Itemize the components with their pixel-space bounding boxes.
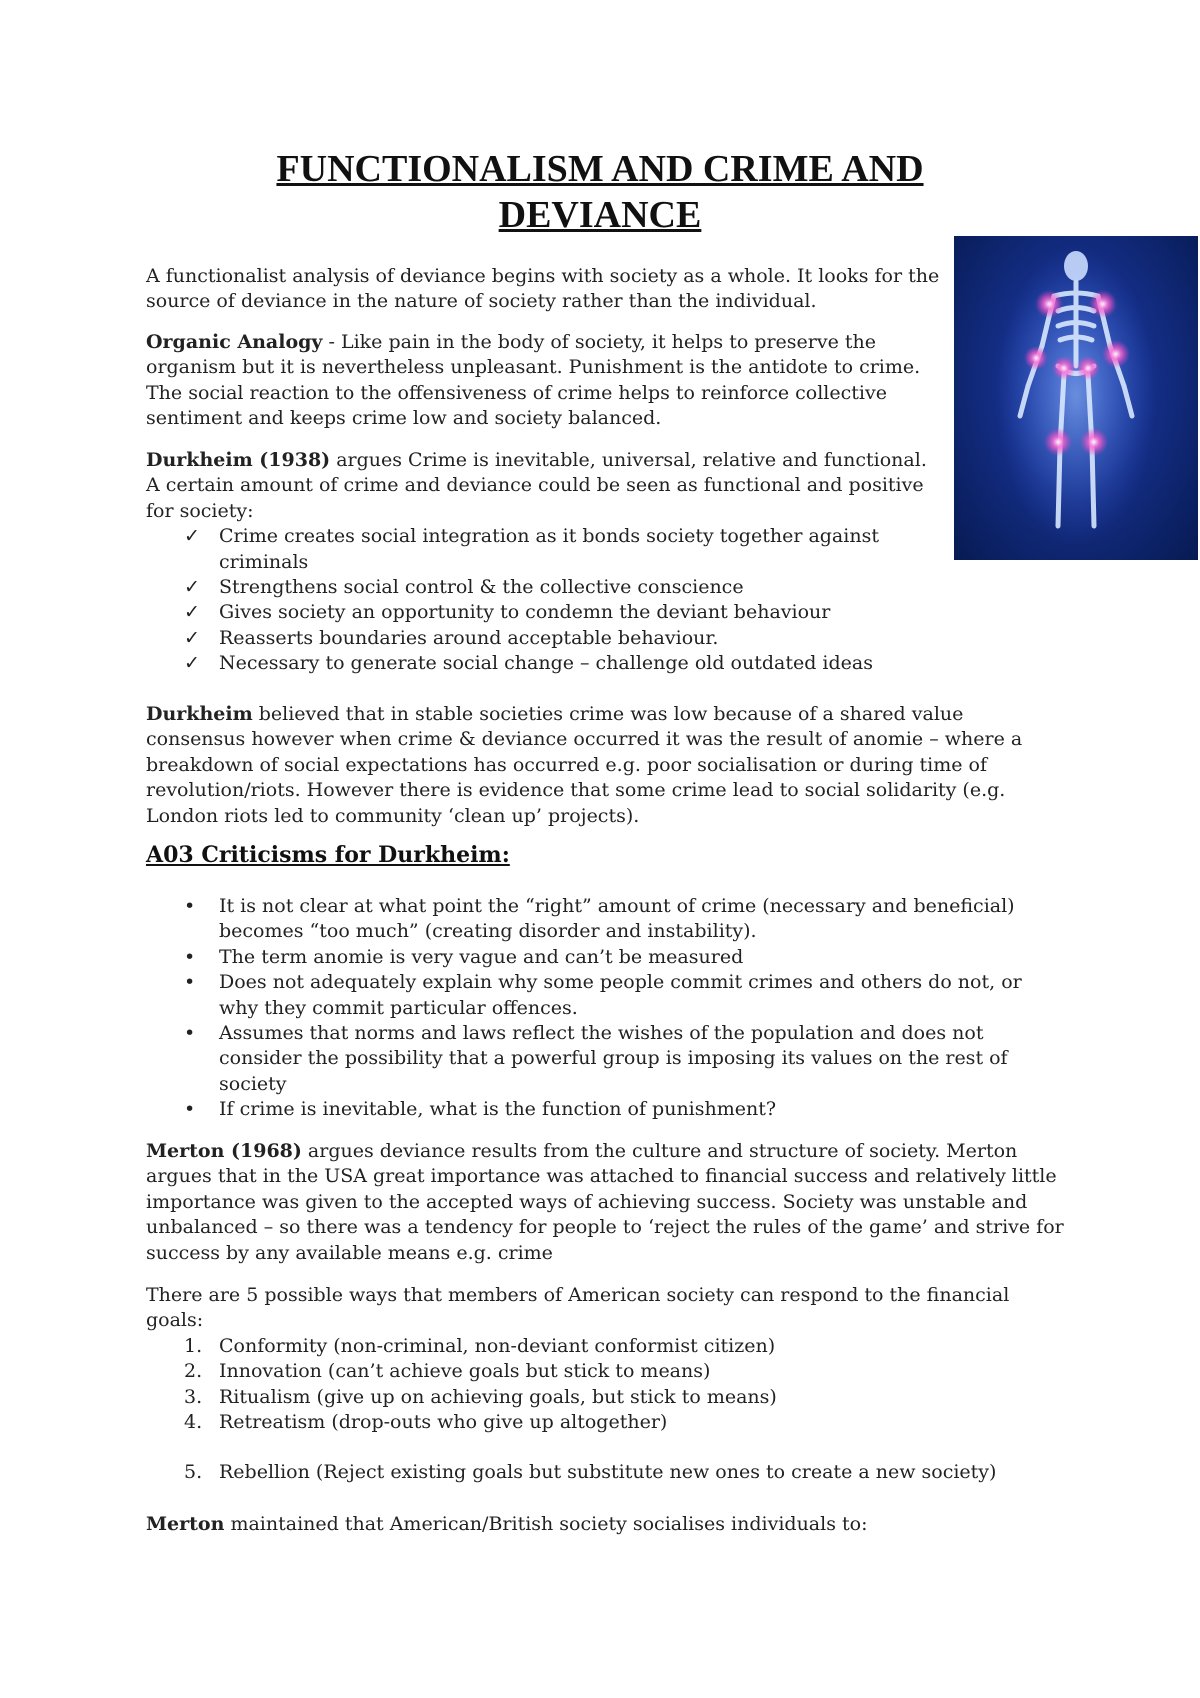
organic-analogy-text: - Like pain in the body of society, it helps to preserve the organism but it is nevertheless unpleasant. Punishment is the antidote to crime. The social reaction to the offensiveness of crime helps to reinforce collective sentiment and keeps crime low and society balanced. — [146, 331, 921, 430]
five-ways-intro: There are 5 possible ways that members of American society can respond to the financial goals: — [146, 1284, 1010, 1332]
merton-1968-paragraph — [146, 1139, 1076, 1266]
list-item: 5. Rebellion (Reject existing goals but substitute new ones to create a new society) — [146, 1460, 1056, 1485]
criticisms-section — [146, 894, 1046, 1123]
list-number: 5. — [184, 1461, 203, 1484]
functions-checklist — [146, 524, 946, 676]
list-item: 4. Retreatism (drop-outs who give up altogether) — [146, 1410, 1056, 1435]
title-line-1: FUNCTIONALISM AND CRIME AND — [276, 148, 924, 190]
list-item: • Does not adequately explain why some people commit crimes and others do not, or why they commit particular offences. — [184, 971, 1022, 1019]
list-item: 2. Innovation (can’t achieve goals but stick to means) — [146, 1359, 1056, 1384]
list-item: ✓ Necessary to generate social change – challenge old outdated ideas — [146, 651, 946, 676]
list-item: ✓ Crime creates social integration as it bonds society together against criminals — [184, 525, 879, 573]
list-item: • If crime is inevitable, what is the function of punishment? — [146, 1097, 1046, 1122]
list-item: ✓ Strengthens social control & the collective conscience — [146, 575, 946, 600]
bullet-icon: • — [184, 945, 196, 968]
criticisms-list — [146, 894, 1046, 1123]
list-item: 1. Conformity (non-criminal, non-deviant conformist citizen) — [146, 1334, 1056, 1359]
check-icon: ✓ — [184, 525, 200, 548]
list-item: 3. Ritualism (give up on achieving goals, but stick to means) — [146, 1385, 1056, 1410]
bullet-icon: • — [184, 1022, 196, 1045]
list-number: 3. — [184, 1385, 203, 1408]
durkheim-1938-text: argues Crime is inevitable, universal, relative and functional. A certain amount of crime and deviance could be seen as functional and positive for society: — [146, 449, 927, 522]
check-icon: ✓ — [184, 576, 200, 599]
list-item: • It is not clear at what point the “right” amount of crime (necessary and beneficial) becomes “too much” (creating disorder and instability). — [184, 895, 1015, 943]
bullet-icon: • — [184, 1098, 196, 1121]
check-icon: ✓ — [184, 652, 200, 675]
list-item: ✓ Reasserts boundaries around acceptable behaviour. — [146, 626, 946, 651]
durkheim-label: Durkheim — [146, 703, 253, 725]
check-icon: ✓ — [184, 626, 200, 649]
intro-paragraph: A functionalist analysis of deviance begins with society as a whole. It looks for the source of deviance in the nature of society rather than the individual. — [146, 265, 940, 313]
five-ways-section — [146, 1283, 1056, 1486]
list-item: ✓ Gives society an opportunity to condemn the deviant behaviour — [146, 600, 946, 625]
merton-1968-label: Merton (1968) — [146, 1140, 302, 1162]
organic-analogy-label: Organic Analogy — [146, 331, 323, 353]
merton-label: Merton — [146, 1513, 225, 1535]
merton-1968-text: argues deviance results from the culture and structure of society. Merton argues that in the USA great importance was attached to financial success and relatively little importance was given to the accepted ways of achieving success. Society was unstable and unbalanced – so there was a tendency for people to ‘reject the rules of the game’ and strive for success by any available means e.g. crime — [146, 1140, 1064, 1264]
list-item: • Assumes that norms and laws reflect the wishes of the population and does not consider the possibility that a powerful group is imposing its values on the rest of society — [184, 1022, 1008, 1095]
skeleton-image — [954, 236, 1198, 560]
glowing-skeleton-illustration — [954, 236, 1198, 560]
list-number: 4. — [184, 1411, 203, 1434]
page-title — [150, 146, 1050, 238]
durkheim-1938-section — [146, 448, 946, 677]
merton-socialises-text: maintained that American/British society socialises individuals to: — [224, 1513, 868, 1535]
bullet-icon: • — [184, 971, 196, 994]
merton-socialises-paragraph — [146, 1512, 1056, 1537]
title-line-2: DEVIANCE — [498, 194, 702, 236]
criticisms-heading: A03 Criticisms for Durkheim: — [146, 842, 510, 868]
organic-analogy-paragraph — [146, 330, 946, 432]
list-number: 1. — [184, 1334, 203, 1357]
five-ways-list — [146, 1334, 1056, 1486]
bullet-icon: • — [184, 895, 196, 917]
list-item: • The term anomie is very vague and can’t be measured — [146, 945, 1046, 970]
check-icon: ✓ — [184, 601, 200, 624]
list-number: 2. — [184, 1360, 203, 1383]
durkheim-anomie-paragraph — [146, 702, 1056, 829]
durkheim-1938-label: Durkheim (1938) — [146, 449, 331, 471]
durkheim-anomie-text: believed that in stable societies crime was low because of a shared value consensus however when crime & deviance occurred it was the result of anomie – where a breakdown of social expectations has occurred e.g. poor socialisation or during time of revolution/riots. However there is evidence that some crime lead to social solidarity (e.g. London riots led to community ‘clean up’ projects). — [146, 703, 1023, 827]
